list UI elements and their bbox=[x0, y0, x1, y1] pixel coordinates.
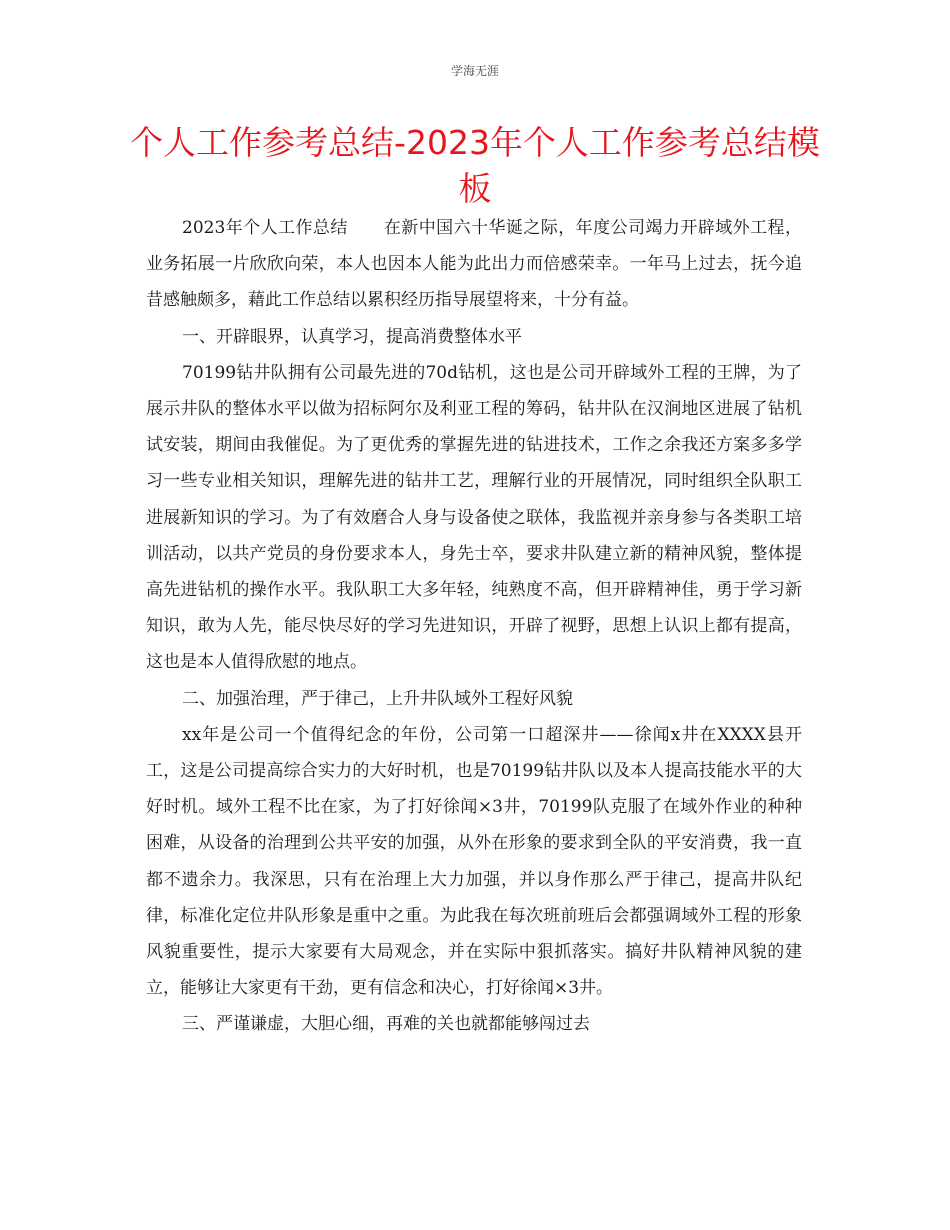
section-paragraph-2: xx年是公司一个值得纪念的年份，公司第一口超深井——徐闻x井在XXXX县开工，这是公司提高综合实力的大好时机，也是70199钻井队以及本人提高技能水平的大好时机。域外工程不比在家，为了打好徐闻×3井，70199队克服了在域外作业的种种困难，从设备的治理到公共平安的加强，从外在形象的要求到全队的平安消费，我一直都不遗余力。我深思，只有在治理上大力加强，并以身作那么严于律己，提高井队纪律，标准化定位井队形象是重中之重。为此我在每次班前班后会都强调域外工程的形象风貌重要性，提示大家要有大局观念，并在实际中狠抓落实。搞好井队精神风貌的建立，能够让大家更有干劲，更有信念和决心，打好徐闻×3井。 bbox=[146, 724, 802, 999]
section-heading-3: 三、严谨谦虚，大胆心细，再难的关也就都能够闯过去 bbox=[182, 1014, 590, 1035]
section-heading-2: 二、加强治理，严于律己，上升井队域外工程好风貌 bbox=[182, 688, 573, 709]
page-header: 学海无涯 bbox=[450, 64, 499, 78]
section-paragraph-1: 70199钻井队拥有公司最先进的70d钻机，这也是公司开辟域外工程的王牌，为了展示井队的整体水平以做为招标阿尔及利亚工程的筹码，钻井队在汉涧地区进展了钻机试安装，期间由我催促。为了更优秀的掌握先进的钻进技术，工作之余我还方案多多学习一些专业相关知识，理解先进的钻井工艺，理解行业的开展情况，同时组织全队职工进展新知识的学习。为了有效磨合人身与设备使之联体，我监视并亲身参与各类职工培训活动，以共产党员的身份要求本人，身先士卒，要求井队建立新的精神风貌，整体提高先进钻机的操作水平。我队职工大多年轻，纯熟度不高，但开辟精神佳，勇于学习新知识，敢为人先，能尽快尽好的学习先进知识，开辟了视野，思想上认识上都有提高，这也是本人值得欣慰的地点。 bbox=[146, 362, 802, 673]
intro-lead: 2023年个人工作总结 bbox=[182, 218, 348, 238]
section-heading-1: 一、开辟眼界，认真学习，提高消费整体水平 bbox=[182, 326, 522, 347]
document-body bbox=[146, 210, 802, 1043]
document-title: 个人工作参考总结-2023年个人工作参考总结模板 bbox=[130, 123, 820, 208]
intro-text: 在新中国六十华诞之际，年度公司竭力开辟域外工程，业务拓展一片欣欣向荣，本人也因本人能为此出力而倍感荣幸。一年马上过去，抚今追昔感触颇多，藉此工作总结以累积经历指导展望将来，十分有益。 bbox=[146, 218, 803, 311]
intro-paragraph bbox=[146, 210, 802, 319]
